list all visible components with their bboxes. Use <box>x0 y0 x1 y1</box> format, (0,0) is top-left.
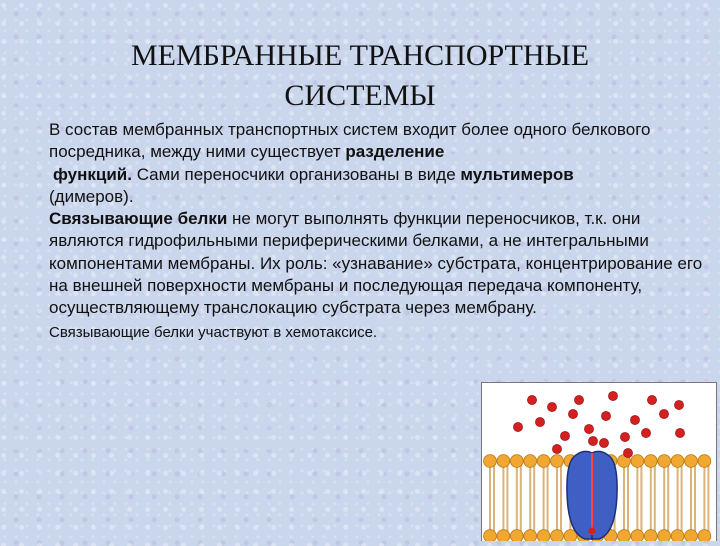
substrate-molecule <box>560 431 569 440</box>
lipid-head <box>524 530 537 541</box>
p2-bold-binding-proteins: Связывающие белки <box>49 209 228 229</box>
lipid-head <box>685 455 698 468</box>
membrane-transport-illustration <box>481 382 717 541</box>
substrate-molecule <box>527 395 536 404</box>
p1-text-d: Сами переносчики организованы в виде <box>131 164 461 184</box>
lipid-head <box>631 530 644 541</box>
lipid-head <box>497 455 510 468</box>
lipid-head <box>497 530 510 541</box>
p1-bold-separation: разделение <box>345 142 445 162</box>
substrate-molecule <box>568 409 577 418</box>
lipid-head <box>698 455 711 468</box>
lipid-head <box>698 530 711 541</box>
substrate-molecule <box>675 428 684 437</box>
substrate-molecule <box>547 402 556 411</box>
substrate-molecule <box>608 391 617 400</box>
lipid-head <box>551 530 564 541</box>
transported-molecule <box>589 528 596 535</box>
substrate-molecule <box>574 395 583 404</box>
substrate-molecule <box>620 432 629 441</box>
substrate-molecule <box>535 417 544 426</box>
p2-text: не могут выполнять функции переносчиков, т.к. они являются гидрофильными периферическими белками, а не интегральными компонентами мембраны. Их роль: «узнавание» субстрата, концентрирование его на внешней поверхности мембраны и последующая передача компоненту, осуществляющему транслокацию субстрата через мембрану. <box>49 209 703 318</box>
lipid-head <box>510 455 523 468</box>
substrate-molecule <box>630 415 639 424</box>
lipid-head <box>484 530 497 541</box>
lipid-head <box>537 530 550 541</box>
p1-bold-multimers: мультимеров <box>460 164 574 184</box>
substrate-molecule <box>599 438 608 447</box>
substrate-molecule <box>552 444 561 453</box>
p1-text-a: В состав мембранных транспортных систем входит более одного белкового посредника, между ними существует <box>49 120 651 162</box>
p1-text-dimers: (димеров). <box>49 186 134 206</box>
lipid-head <box>644 455 657 468</box>
substrate-molecule <box>659 409 668 418</box>
lipid-head <box>671 530 684 541</box>
slide-body <box>49 119 709 343</box>
lipid-head <box>631 455 644 468</box>
lipid-head <box>537 455 550 468</box>
paragraph-1 <box>49 119 709 208</box>
lipid-head <box>510 530 523 541</box>
membrane-illustration-svg <box>482 383 716 541</box>
lipid-head <box>644 530 657 541</box>
substrate-molecule <box>513 422 522 431</box>
substrate-molecule <box>674 400 683 409</box>
substrate-molecule <box>641 428 650 437</box>
lipid-head <box>618 530 631 541</box>
lipid-head <box>658 530 671 541</box>
title-line-1: МЕМБРАННЫЕ ТРАНСПОРТНЫЕ <box>130 39 590 72</box>
lipid-head <box>524 455 537 468</box>
title-line-2: СИСТЕМЫ <box>284 79 436 112</box>
substrate-molecule <box>647 395 656 404</box>
lipid-head <box>551 455 564 468</box>
paragraph-3: Связывающие белки участвуют в хемотаксисе. <box>49 323 378 341</box>
protein-subunit-right <box>592 451 617 539</box>
lipid-head <box>658 455 671 468</box>
substrate-molecule <box>623 448 632 457</box>
substrate-molecule <box>601 411 610 420</box>
lipid-head <box>685 530 698 541</box>
substrate-molecule <box>584 424 593 433</box>
paragraph-2 <box>49 208 709 319</box>
slide-title <box>0 36 720 116</box>
p1-bold-functions: функций. <box>53 164 132 184</box>
lipid-head <box>671 455 684 468</box>
lipid-head <box>484 455 497 468</box>
substrate-molecule <box>588 436 597 445</box>
